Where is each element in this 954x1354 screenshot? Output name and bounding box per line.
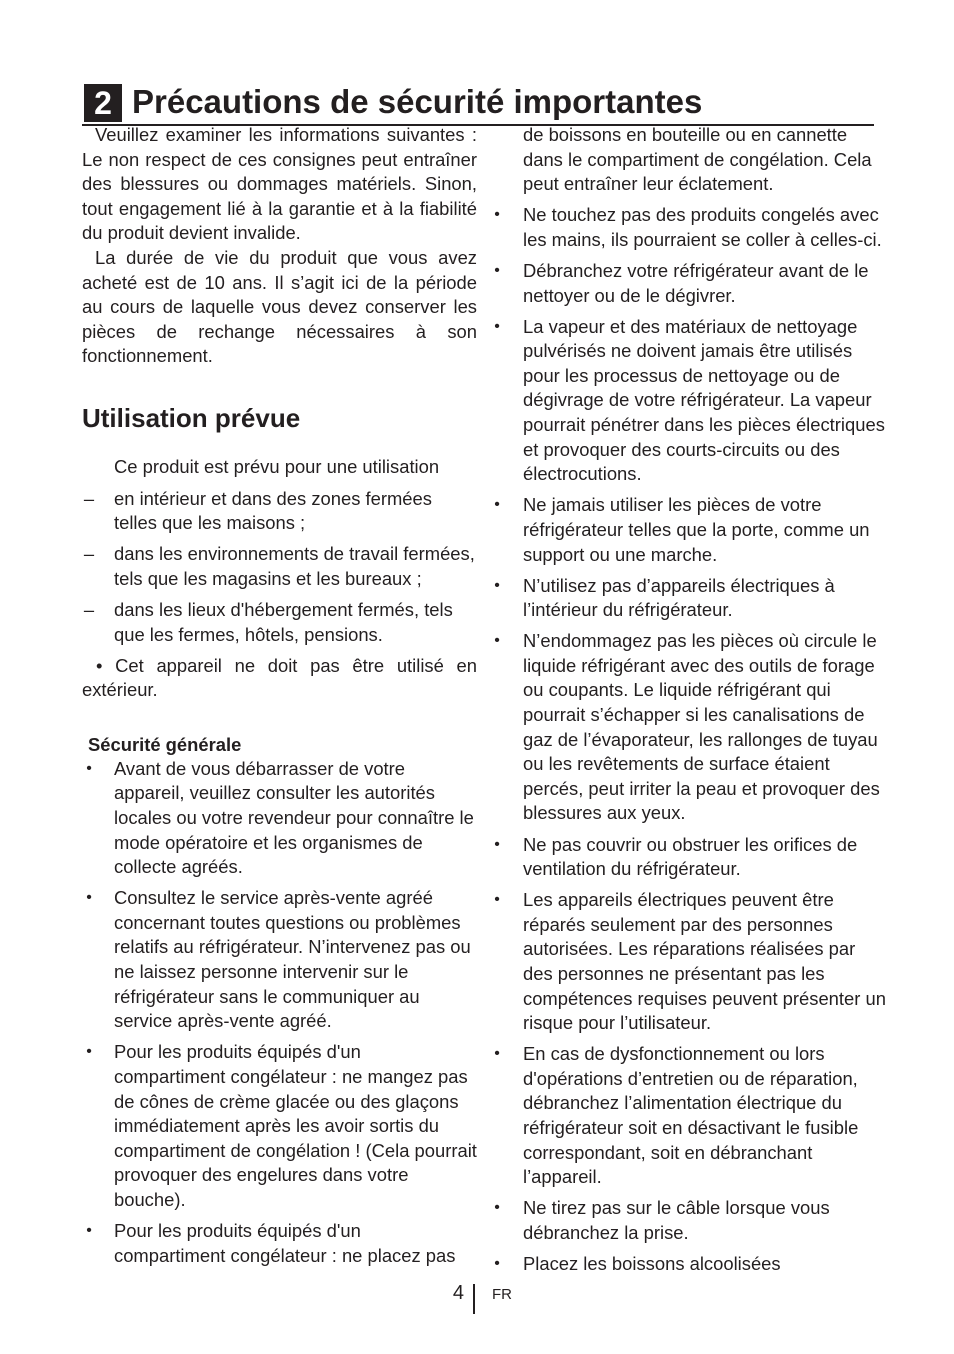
dash-marker: – — [83, 543, 95, 565]
list-item: • N’endommagez pas les pièces où circule le liquide réfrigérant avec des outils de forage ou coupants. Le liquide réfrigérant qui pourrait s’échapper si les canalisations de gaz de l’évaporateur, les rallonges de tuyau ou les revêtements de surface étaient percés, peut irriter la peau et provoquer des blessures aux yeux. — [490, 629, 886, 826]
bullet-marker: • — [86, 759, 92, 777]
list-item: • Débranchez votre réfrigérateur avant de le nettoyer ou de le dégivrer. — [490, 259, 886, 308]
list-item: • Ne touchez pas des produits congelés avec les mains, ils pourraient se coller à celles-ci. — [490, 203, 886, 252]
bullet-marker: • — [494, 835, 500, 853]
list-item: • Ne jamais utiliser les pièces de votre réfrigérateur telles que la porte, comme un support ou une marche. — [490, 493, 886, 567]
list-item: • Les appareils électriques peuvent être réparés seulement par des personnes autorisées. Les réparations réalisées par des personnes ne présentant pas les compétences requises peuvent présenter un risque pour l’utilisateur. — [490, 888, 886, 1036]
left-column — [82, 123, 477, 1275]
right-column — [490, 123, 886, 1283]
page-number: 4 — [452, 1282, 464, 1304]
section-title-intended-use: Utilisation prévue — [82, 402, 301, 433]
dash-marker: – — [83, 487, 95, 509]
list-item-continuation: de boissons en bouteille ou en cannette dans le compartiment de congélation. Cela peut entraîner leur éclatement. — [523, 124, 872, 195]
intro-paragraph: Veuillez examiner les informations suivantes : Le non respect de ces consignes peut entraîner des blessures ou dommages matériels. Sinon, tout engagement lié à la garantie et à la fiabilité du produit devient invalide. — [82, 124, 477, 244]
list-item: • N’utilisez pas d’appareils électriques à l’intérieur du réfrigérateur. — [490, 574, 886, 623]
list-item: • Consultez le service après-vente agréé concernant toutes questions ou problèmes relatifs au réfrigérateur. N’intervenez pas ou ne laissez personne intervenir sur le réfrigérateur sans le communiquer au service après-vente agréé. — [82, 886, 477, 1034]
chapter-number: 2 — [84, 84, 122, 122]
intended-use-lead: Ce produit est prévu pour une utilisation — [114, 455, 440, 477]
list-item: • Ne pas couvrir ou obstruer les orifices de ventilation du réfrigérateur. — [490, 833, 886, 882]
list-item: – en intérieur et dans des zones fermées telles que les maisons ; — [83, 487, 432, 534]
bullet-marker: • — [494, 1199, 500, 1217]
bullet-marker: • — [494, 576, 500, 594]
bullet-marker: • — [86, 1221, 92, 1239]
intended-use-list — [82, 487, 477, 648]
list-item: • En cas de dysfonctionnement ou lors d'opérations d’entretien ou de réparation, débranchez l’alimentation électrique du réfrigérateur soit en désactivant le fusible correspondant, soit en débranchant l’appareil. — [490, 1042, 886, 1190]
intro-paragraph: La durée de vie du produit que vous avez acheté est de 10 ans. Il s’agit ici de la période au cours de laquelle vous devez conserver les pièces de rechange nécessaires à son fonctionnement. — [82, 246, 477, 367]
bullet-marker: • — [494, 632, 500, 650]
bullet-marker: • — [494, 261, 500, 279]
list-item: – dans les lieux d'hébergement fermés, tels que les fermes, hôtels, pensions. — [83, 598, 453, 645]
bullet-marker: • — [494, 496, 500, 514]
bullet-marker: • — [494, 206, 500, 224]
chapter-header — [82, 82, 874, 126]
language-code: FR — [492, 1286, 512, 1303]
general-safety-list-left — [82, 757, 477, 1268]
bullet-marker: • — [494, 317, 500, 335]
bullet-marker: • — [494, 891, 500, 909]
bullet-marker: • — [494, 1045, 500, 1063]
list-item: • Avant de vous débarrasser de votre appareil, veuillez consulter les autorités locales ou votre revendeur pour connaître le mode opératoire et les organismes de collecte agréés. — [82, 757, 477, 880]
general-safety-list-right — [490, 203, 886, 1276]
dash-marker: – — [83, 598, 95, 620]
list-item: • La vapeur et des matériaux de nettoyage pulvérisés ne doivent jamais être utilisés pour les processus de nettoyage ou de dégivrage de votre réfrigérateur. La vapeur pourrait pénétrer dans les pièces électriques et provoquer des courts-circuits ou des électrocutions. — [490, 315, 886, 487]
bullet-marker: • — [86, 1043, 92, 1061]
list-item: • Pour les produits équipés d'un compartiment congélateur : ne placez pas — [82, 1219, 477, 1268]
page-title: Précautions de sécurité importantes — [132, 83, 703, 120]
bullet-marker: • — [494, 1255, 500, 1273]
outdoor-use-note: • Cet appareil ne doit pas être utilisé en extérieur. — [82, 654, 477, 701]
subsection-title-general-safety: Sécurité générale — [88, 733, 242, 755]
list-item: – dans les environnements de travail fermées, tels que les magasins et les bureaux ; — [83, 543, 475, 589]
list-item: • Ne tirez pas sur le câble lorsque vous débranchez la prise. — [490, 1196, 886, 1245]
footer-divider — [473, 1284, 475, 1314]
bullet-marker: • — [86, 889, 92, 907]
list-item: • Pour les produits équipés d'un compartiment congélateur : ne mangez pas de cônes de crème glacée ou des glaçons immédiatement après les avoir sortis du compartiment de congélation ! (Cela pourrait provoquer des engelures dans votre bouche). — [82, 1040, 477, 1212]
list-item: • Placez les boissons alcoolisées — [490, 1252, 886, 1277]
